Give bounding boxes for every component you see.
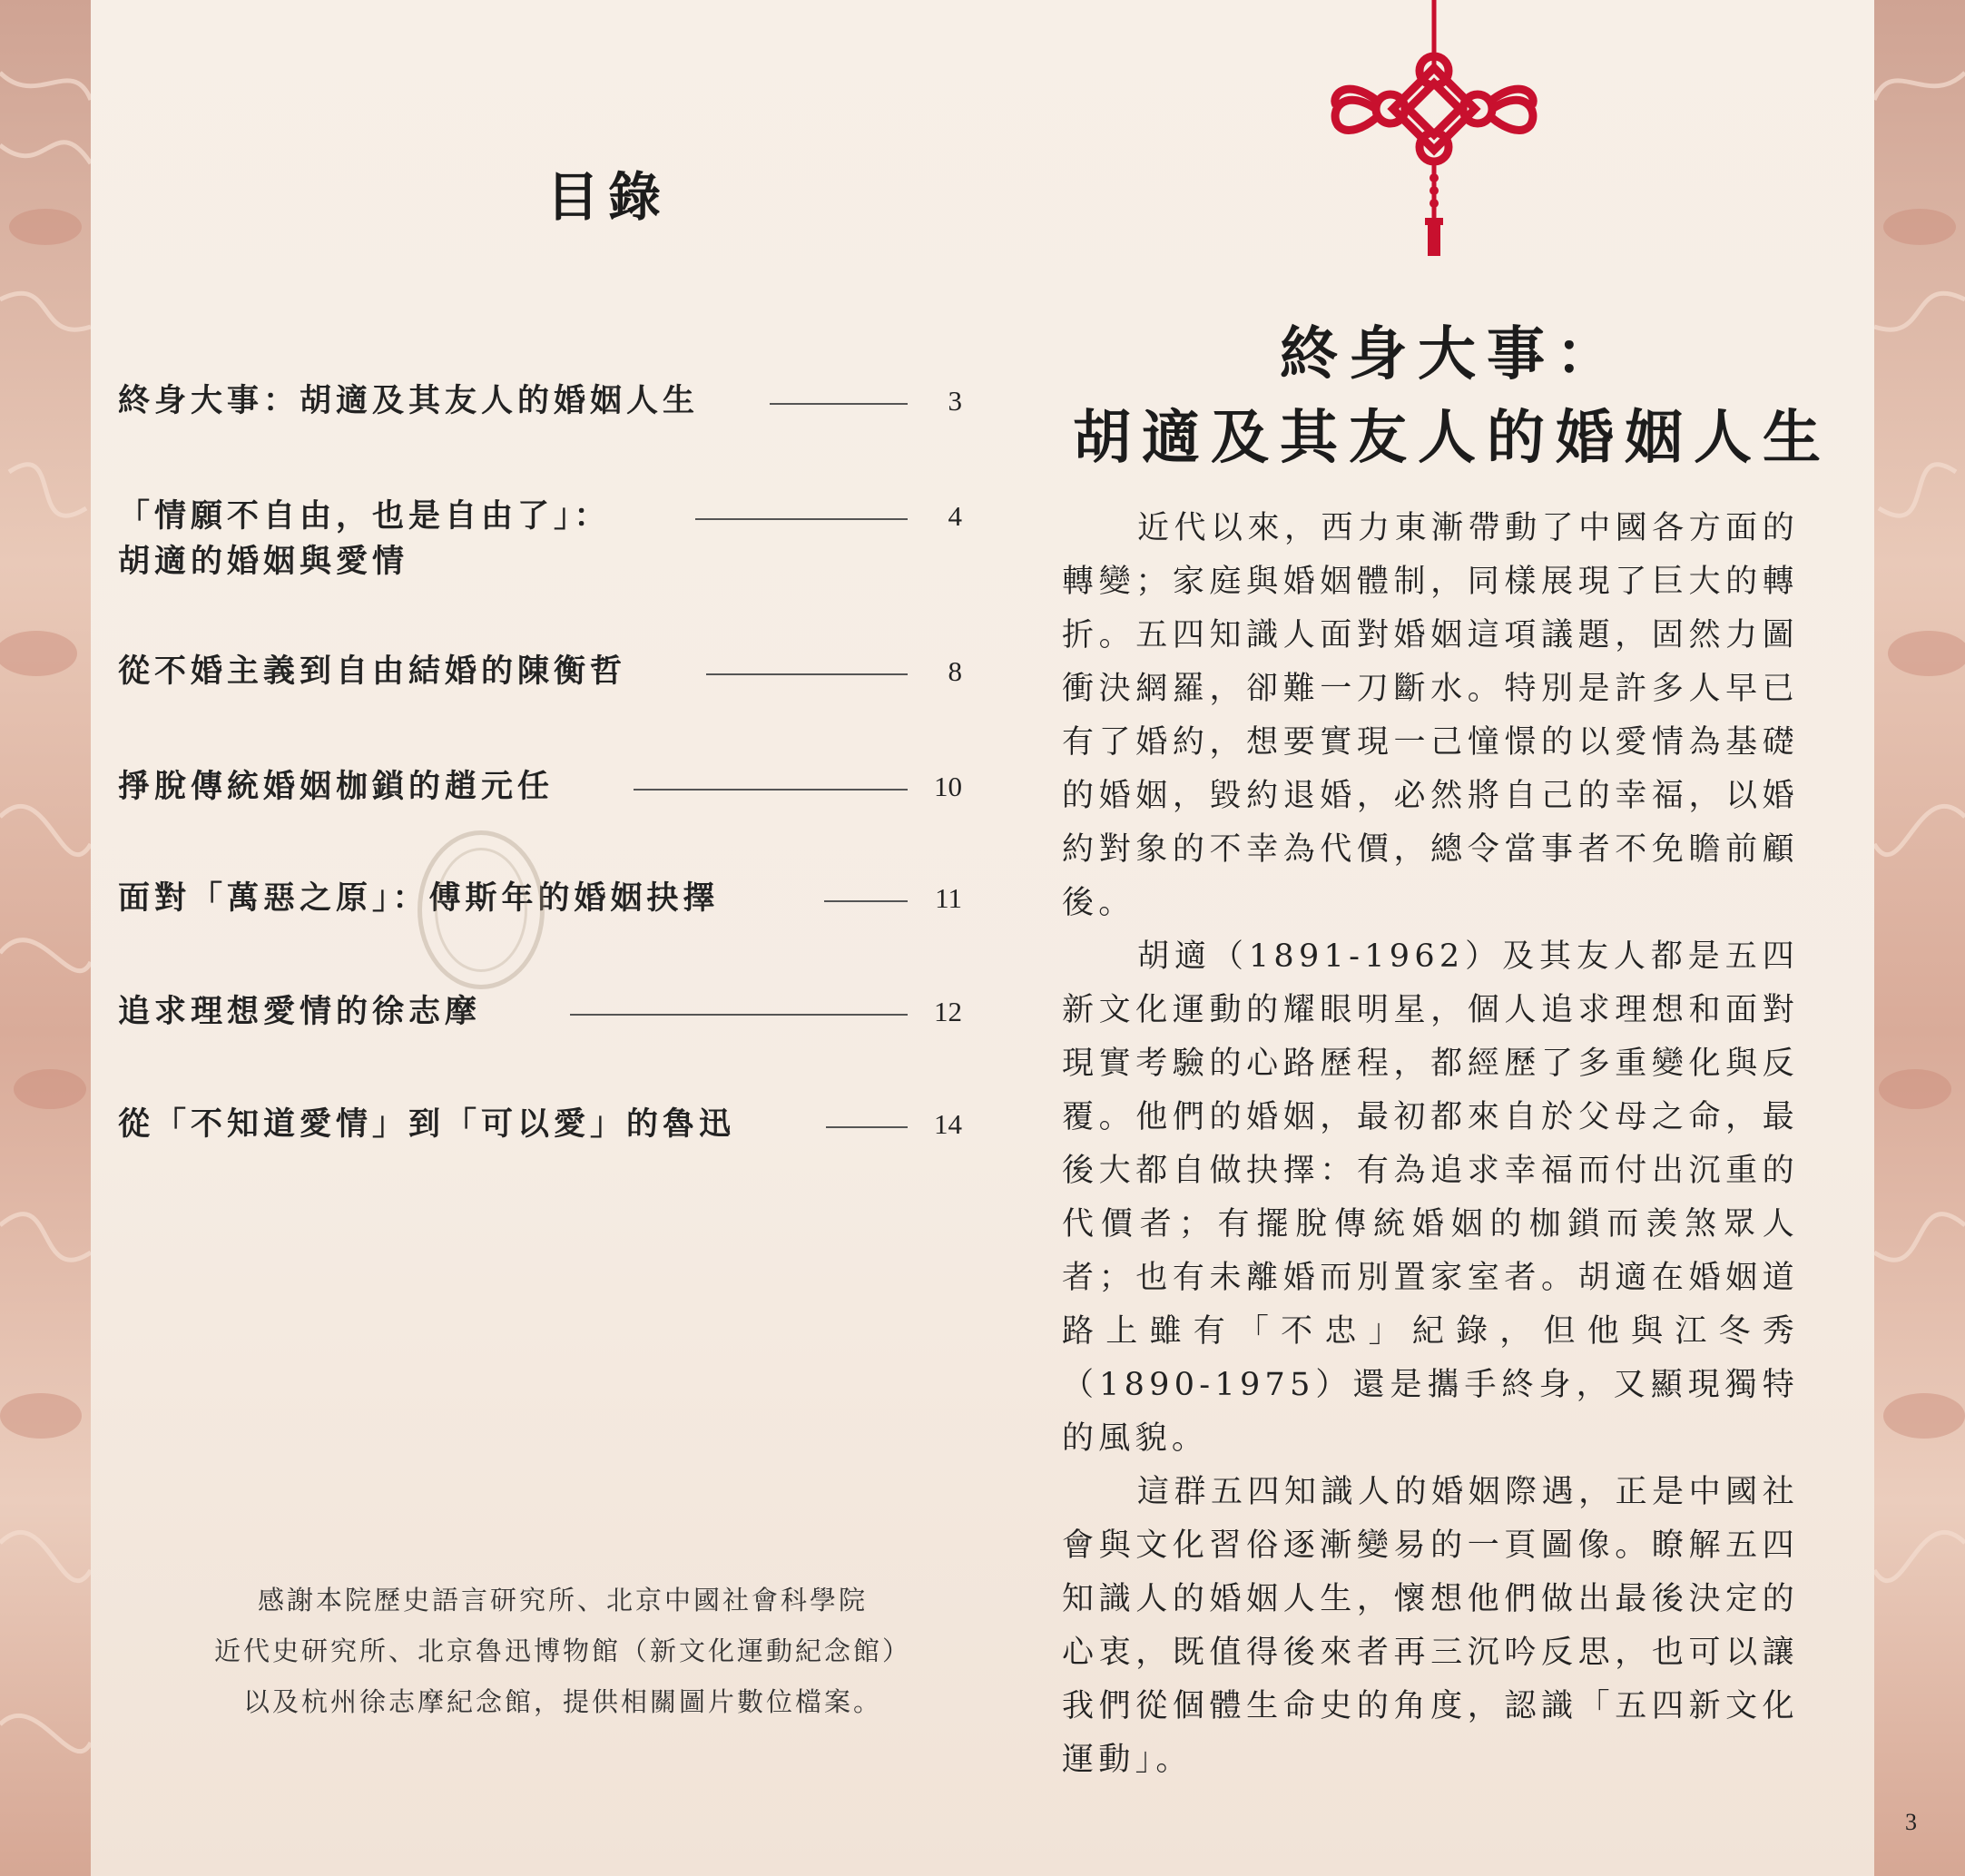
toc-leader-line bbox=[695, 518, 908, 520]
toc-leader-line bbox=[634, 789, 908, 791]
acknowledgement-line: 近代史研究所、北京魯迅博物館（新文化運動紀念館） bbox=[213, 1635, 911, 1666]
toc-entry-title: 從「不知道愛情」到「可以愛」的魯迅 bbox=[118, 1105, 736, 1143]
article-body bbox=[1062, 502, 1799, 1787]
toc-entry-title: 追求理想愛情的徐志摩 bbox=[118, 993, 482, 1030]
toc-entry-page: 12 bbox=[934, 996, 962, 1027]
booklet-spread bbox=[91, 0, 1917, 1876]
toc-entry-page: 3 bbox=[948, 385, 962, 417]
phoenix-pattern-icon bbox=[0, 0, 91, 1876]
toc-entry bbox=[118, 495, 962, 594]
toc-entry bbox=[118, 990, 962, 1045]
acknowledgement-line: 感謝本院歷史語言研究所、北京中國社會科學院 bbox=[257, 1585, 868, 1616]
toc-entry-page: 8 bbox=[948, 655, 962, 687]
page-number: 3 bbox=[1905, 1809, 1917, 1835]
toc-entry-title: 終身大事：胡適及其友人的婚姻人生 bbox=[118, 382, 700, 419]
article-title bbox=[1062, 313, 1842, 480]
toc-entry-title: 「情願不自由，也是自由了」： bbox=[118, 497, 611, 535]
toc-leader-line bbox=[826, 1126, 908, 1128]
toc-entry-title: 面對「萬惡之原」：傅斯年的婚姻抉擇 bbox=[118, 879, 720, 917]
toc-entry-page: 4 bbox=[948, 500, 962, 532]
toc-leader-line bbox=[824, 900, 908, 902]
acknowledgement-line: 以及杭州徐志摩紀念館，提供相關圖片數位檔案。 bbox=[242, 1686, 882, 1717]
toc-entry bbox=[118, 1103, 962, 1157]
right-decorative-band bbox=[1874, 0, 1965, 1876]
acknowledgement bbox=[145, 1575, 980, 1727]
toc-entry-page: 10 bbox=[934, 771, 962, 802]
article-paragraph: 這群五四知識人的婚姻際遇，正是中國社會與文化習俗逐漸變易的一頁圖像。瞭解五四知識人的婚姻人生，懷想他們做出最後決定的心衷，既值得後來者再三沉吟反思，也可以讓我們從個體生命史的角度，認識「五四新文化運動」。 bbox=[1062, 1474, 1799, 1778]
toc-entry-title-line2: 胡適的婚姻與愛情 bbox=[118, 543, 409, 580]
chinese-knot-icon bbox=[1325, 0, 1543, 272]
toc-entry-title: 從不婚主義到自由結婚的陳衡哲 bbox=[118, 653, 627, 690]
toc-entry bbox=[118, 650, 962, 704]
toc-heading: 目錄 bbox=[545, 166, 670, 228]
toc-leader-line bbox=[570, 1014, 908, 1016]
toc-entry bbox=[118, 765, 962, 820]
toc-leader-line bbox=[706, 673, 908, 675]
watermark-seal-inner bbox=[435, 848, 527, 972]
left-decorative-band bbox=[0, 0, 91, 1876]
toc-leader-line bbox=[770, 403, 908, 405]
article-paragraph: 胡適（1891-1962）及其友人都是五四新文化運動的耀眼明星，個人追求理想和面對現實考驗的心路歷程，都經歷了多重變化與反覆。他們的婚姻，最初都來自於父母之命，最後大都自做抉擇：有為追求幸福而付出沉重的代價者；有擺脫傳統婚姻的枷鎖而羡煞眾人者；也有未離婚而別置家室者。胡適在婚姻道路上雖有「不忠」紀錄，但他與江冬秀（1890-1975）還是攜手終身，又顯現獨特的風貌。 bbox=[1062, 938, 1799, 1457]
article-title-line: 胡適及其友人的婚姻人生 bbox=[1073, 404, 1832, 472]
article-title-line: 終身大事： bbox=[1280, 320, 1625, 388]
toc-entry bbox=[118, 379, 962, 434]
toc-entry-page: 14 bbox=[934, 1108, 962, 1140]
toc-entry-page: 11 bbox=[935, 882, 962, 914]
article-paragraph: 近代以來，西力東漸帶動了中國各方面的轉變；家庭與婚姻體制，同樣展現了巨大的轉折。五四知識人面對婚姻這項議題，固然力圖衝決網羅，卻難一刀斷水。特別是許多人早已有了婚約，想要實現一己憧憬的以愛情為基礎的婚姻，毀約退婚，必然將自己的幸福，以婚約對象的不幸為代價，總令當事者不免瞻前顧後。 bbox=[1062, 510, 1799, 921]
watermark-seal bbox=[418, 830, 545, 989]
phoenix-pattern-icon bbox=[1874, 0, 1965, 1876]
toc-entry-title: 掙脫傳統婚姻枷鎖的趙元任 bbox=[118, 768, 555, 805]
